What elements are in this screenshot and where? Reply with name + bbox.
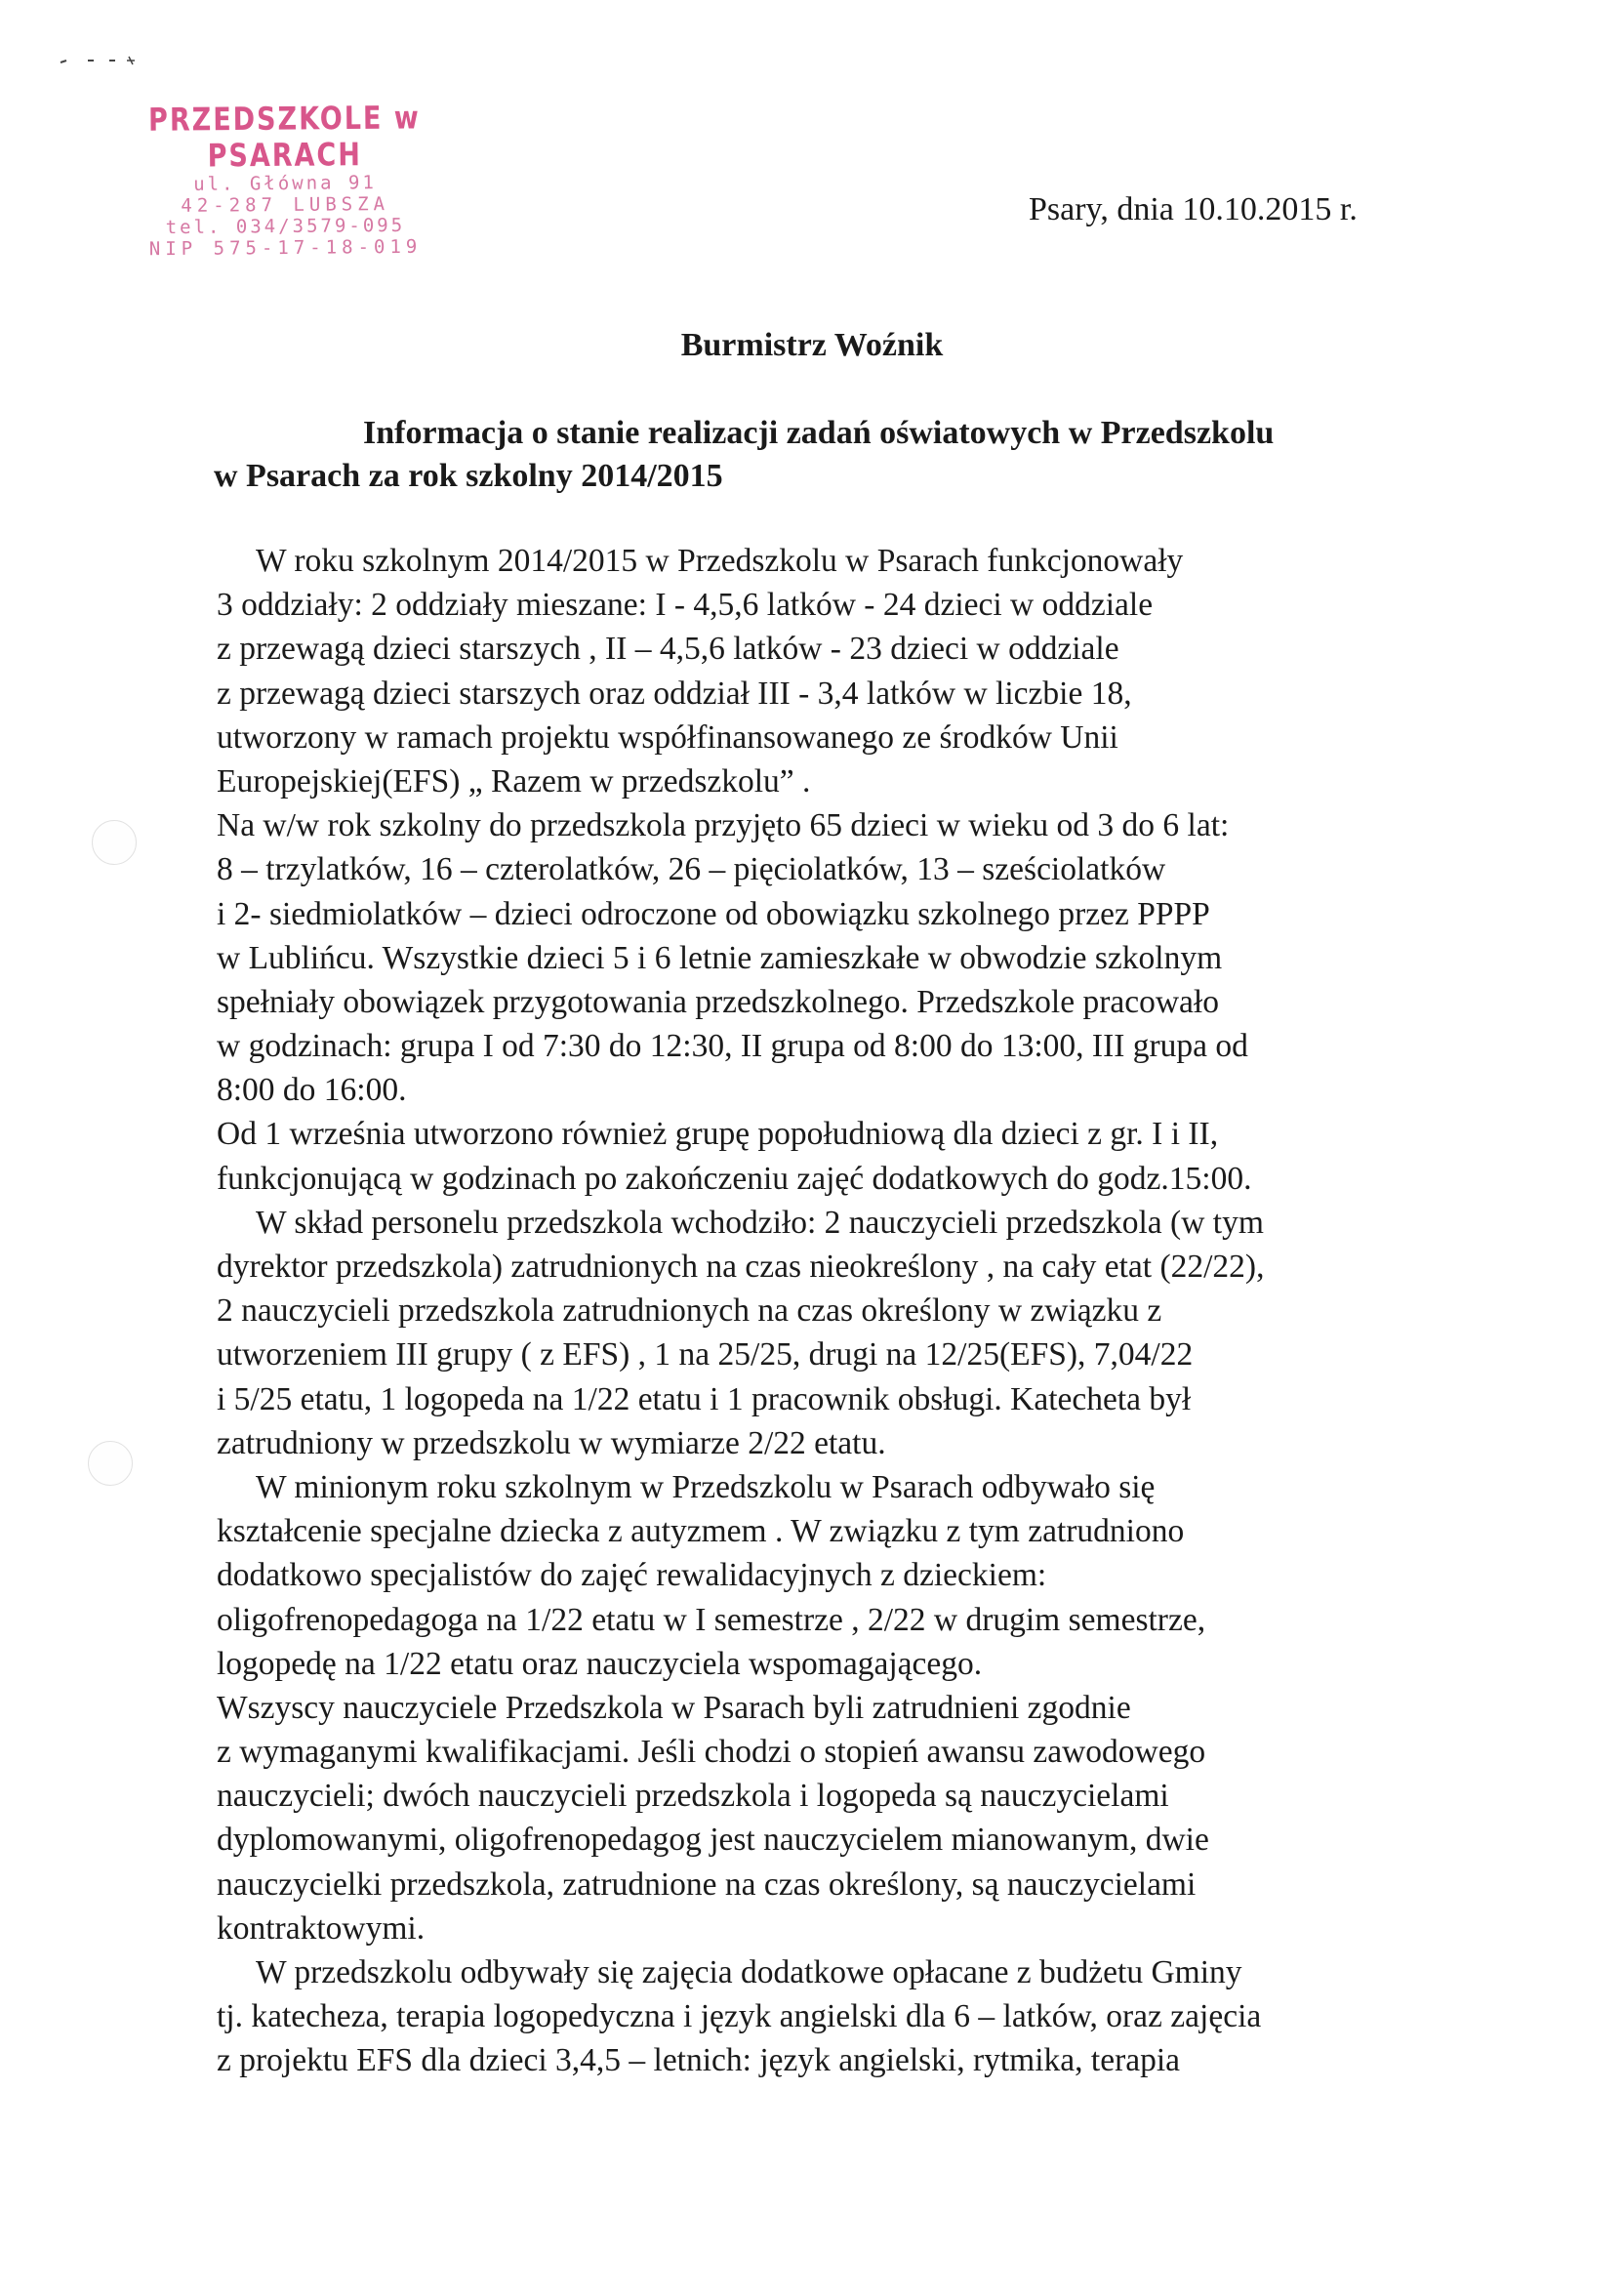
punch-hole-top [92, 820, 137, 865]
stamp-name: PRZEDSZKOLE w PSARACH [147, 100, 421, 175]
body-text [217, 539, 1485, 2083]
stamp-street: ul. Główna 91 [193, 172, 377, 195]
document-title [214, 412, 1485, 498]
body-line: logopedę na 1/22 etatu oraz nauczyciela wspomagającego. [217, 1645, 983, 1682]
body-line: 2 nauczycieli przedszkola zatrudnionych na czas określony w związku z [217, 1292, 1162, 1330]
body-line: utworzony w ramach projektu współfinansowanego ze środków Unii [217, 718, 1118, 756]
body-line: i 2- siedmiolatków – dzieci odroczone od obowiązku szkolnego przez PPPP [217, 895, 1210, 932]
body-line: i 5/25 etatu, 1 logopeda na 1/22 etatu i 1 pracownik obsługi. Katecheta był [217, 1380, 1192, 1417]
body-line: nauczycieli; dwóch nauczycieli przedszkola i logopeda są nauczycielami [217, 1778, 1169, 1815]
body-line: Wszyscy nauczyciele Przedszkola w Psarach byli zatrudnieni zgodnie [217, 1689, 1131, 1726]
scan-marks [59, 51, 176, 70]
body-line: W minionym roku szkolnym w Przedszkolu w Psarach odbywało się [256, 1468, 1156, 1505]
title-line-2: w Psarach za rok szkolny 2014/2015 [214, 458, 723, 494]
body-line: Na w/w rok szkolny do przedszkola przyjęto 65 dzieci w wieku od 3 do 6 lat: [217, 807, 1230, 844]
punch-hole-bottom [88, 1441, 133, 1486]
body-line: Europejskiej(EFS) „ Razem w przedszkolu” . [217, 762, 811, 800]
stamp-city: 42-287 LUBSZA [181, 193, 390, 217]
stamp-phone: tel. 034/3579-095 [165, 214, 406, 238]
date-line: Psary, dnia 10.10.2015 r. [1029, 191, 1358, 227]
institution-stamp [108, 100, 461, 261]
body-line: W roku szkolnym 2014/2015 w Przedszkolu w Psarach funkcjonowały [256, 543, 1184, 579]
body-line: W skład personelu przedszkola wchodziło: 2 nauczycieli przedszkola (w tym [256, 1204, 1264, 1241]
body-line: oligofrenopedagoga na 1/22 etatu w I semestrze , 2/22 w drugim semestrze, [217, 1601, 1206, 1638]
body-line: funkcjonującą w godzinach po zakończeniu zajęć dodatkowych do godz.15:00. [217, 1160, 1252, 1197]
body-line: zatrudniony w przedszkolu w wymiarze 2/22 etatu. [217, 1424, 886, 1461]
body-line: Od 1 września utworzono również grupę popołudniową dla dzieci z gr. I i II, [217, 1116, 1219, 1153]
body-line: 8:00 do 16:00. [217, 1072, 407, 1109]
body-line: utworzeniem III grupy ( z EFS) , 1 na 25/25, drugi na 12/25(EFS), 7,04/22 [217, 1336, 1194, 1374]
body-line: z wymaganymi kwalifikacjami. Jeśli chodzi o stopień awansu zawodowego [217, 1734, 1206, 1771]
body-line: w Lublińcu. Wszystkie dzieci 5 i 6 letnie zamieszkałe w obwodzie szkolnym [217, 939, 1223, 976]
body-line: W przedszkolu odbywały się zajęcia dodatkowe opłacane z budżetu Gminy [256, 1954, 1242, 1990]
body-line: dodatkowo specjalistów do zajęć rewalidacyjnych z dzieckiem: [217, 1557, 1047, 1594]
title-line-1: Informacja o stanie realizacji zadań oświatowych w Przedszkolu [363, 415, 1275, 451]
body-line: 8 – trzylatków, 16 – czterolatków, 26 – pięciolatków, 13 – sześciolatków [217, 851, 1166, 888]
body-line: tj. katecheza, terapia logopedyczna i język angielski dla 6 – latków, oraz zajęcia [217, 1998, 1262, 2035]
body-line: z przewagą dzieci starszych oraz oddział III - 3,4 latków w liczbie 18, [217, 675, 1132, 712]
body-line: 3 oddziały: 2 oddziały mieszane: I - 4,5,6 latków - 24 dzieci w oddziale [217, 587, 1154, 624]
body-line: z projektu EFS dla dzieci 3,4,5 – letnich: język angielski, rytmika, terapia [217, 2042, 1181, 2079]
stamp-nip: NIP 575-17-18-019 [148, 235, 423, 260]
body-line: dyrektor przedszkola) zatrudnionych na czas nieokreślony , na cały etat (22/22), [217, 1249, 1265, 1285]
addressee: Burmistrz Woźnik [680, 327, 944, 363]
body-line: spełniały obowiązek przygotowania przedszkolnego. Przedszkole pracowało [217, 983, 1219, 1020]
body-line: nauczycielki przedszkola, zatrudnione na czas określony, są nauczycielami [217, 1866, 1197, 1903]
body-line: kontraktowymi. [217, 1909, 426, 1947]
body-line: kształcenie specjalne dziecka z autyzmem . W związku z tym zatrudniono [217, 1513, 1185, 1550]
body-line: z przewagą dzieci starszych , II – 4,5,6 latków - 23 dzieci w oddziale [217, 631, 1119, 668]
body-line: dyplomowanymi, oligofrenopedagog jest nauczycielem mianowanym, dwie [217, 1822, 1209, 1859]
body-line: w godzinach: grupa I od 7:30 do 12:30, II grupa od 8:00 do 13:00, III grupa od [217, 1028, 1248, 1065]
